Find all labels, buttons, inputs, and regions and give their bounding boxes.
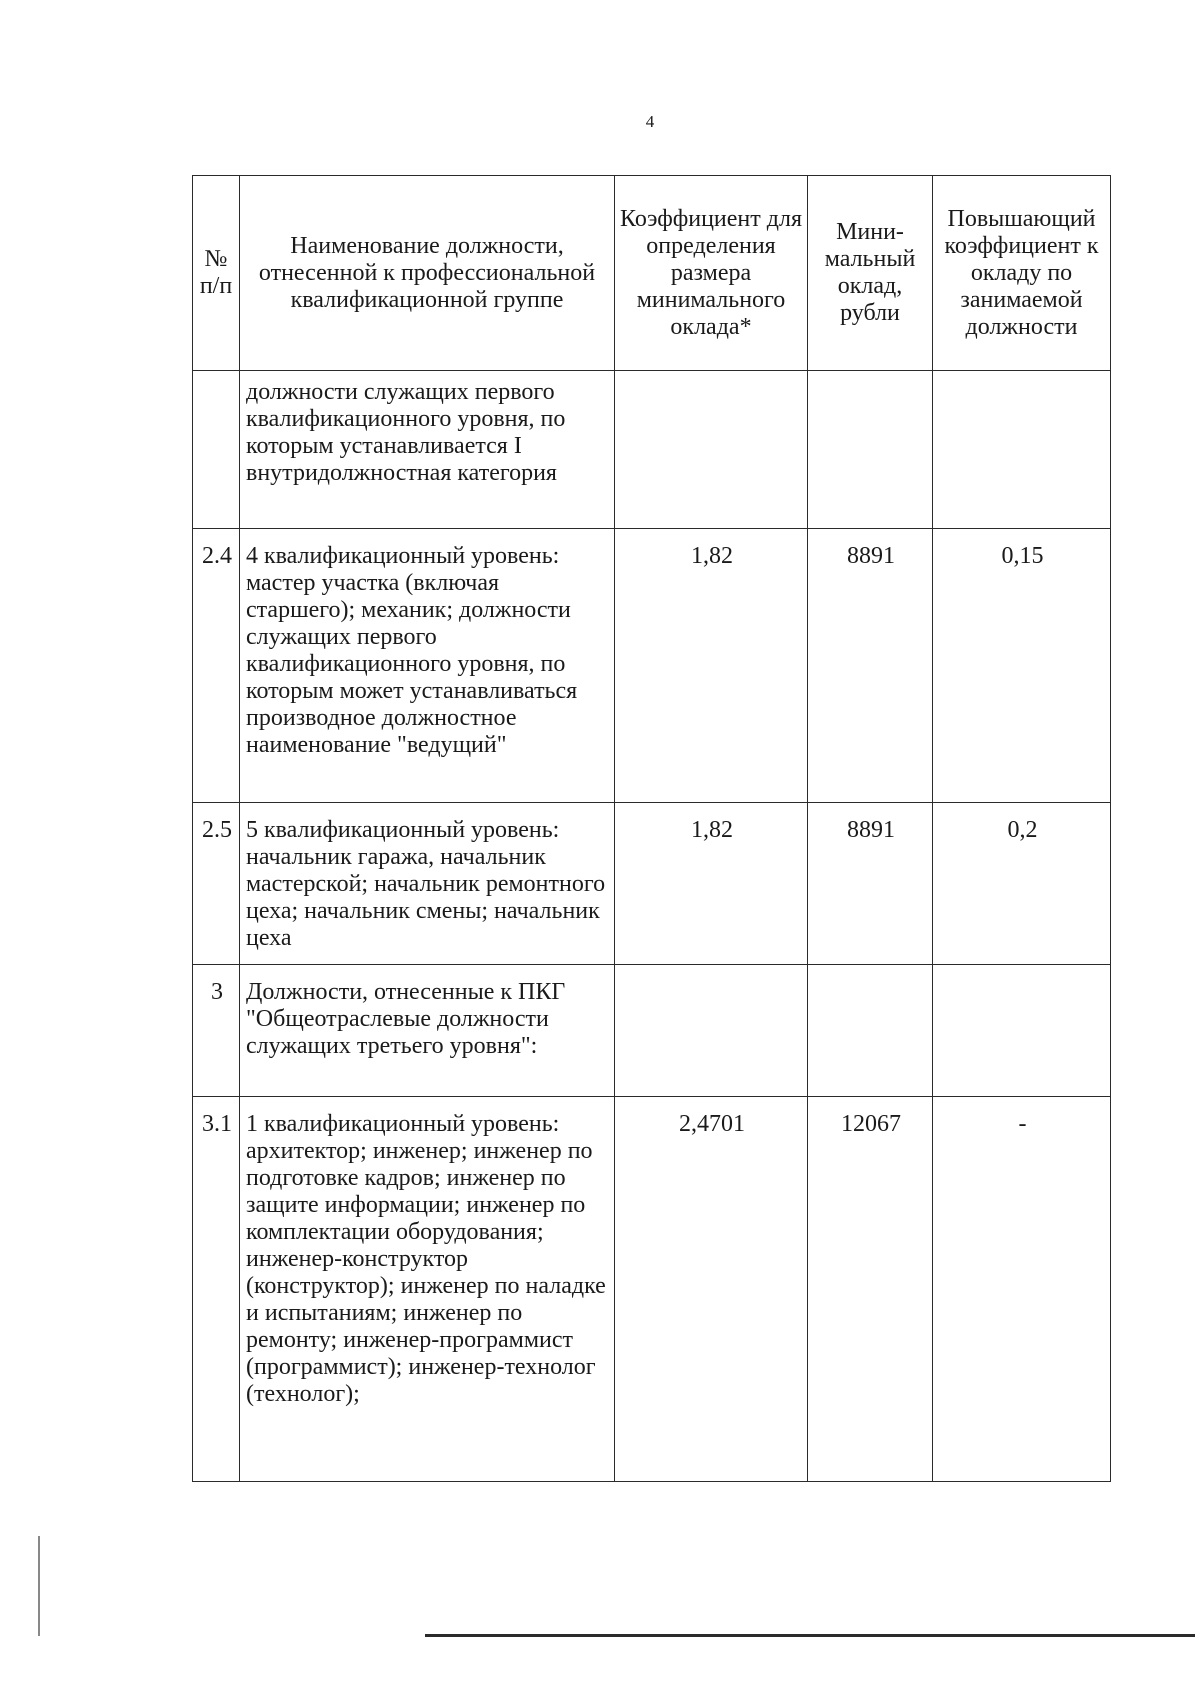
row-number: 2.5 <box>193 803 240 965</box>
row-increase: 0,2 <box>933 803 1111 965</box>
row-min-salary <box>808 965 933 1097</box>
row-coefficient <box>615 965 808 1097</box>
row-position-name: 4 квалификационный уровень: мастер участка (включая старшего); механик; должности служащих первого квалификационного уровня, по которым может устанавливаться производное должностное наименование "ведущий" <box>240 529 615 803</box>
row-position-name: 5 квалификационный уровень: начальник гаража, начальник мастерской; начальник ремонтного цеха; начальник смены; начальник цеха <box>240 803 615 965</box>
table-row <box>193 529 1111 803</box>
row-number <box>193 371 240 529</box>
row-increase <box>933 965 1111 1097</box>
table-row <box>193 1097 1111 1482</box>
row-min-salary: 12067 <box>808 1097 933 1482</box>
table-row <box>193 371 1111 529</box>
table-row <box>193 803 1111 965</box>
header-min-salary: Мини-мальный оклад, рубли <box>808 176 933 371</box>
row-number: 2.4 <box>193 529 240 803</box>
row-coefficient: 1,82 <box>615 529 808 803</box>
header-coefficient: Коэффициент для определения размера минимального оклада* <box>615 176 808 371</box>
row-min-salary: 8891 <box>808 803 933 965</box>
header-position-name: Наименование должности, отнесенной к профессиональной квалификационной группе <box>240 176 615 371</box>
row-number: 3.1 <box>193 1097 240 1482</box>
row-min-salary <box>808 371 933 529</box>
row-increase: 0,15 <box>933 529 1111 803</box>
row-increase <box>933 371 1111 529</box>
row-position-name: должности служащих первого квалификационного уровня, по которым устанавливается I внутридолжностная категория <box>240 371 615 529</box>
row-number: 3 <box>193 965 240 1097</box>
row-coefficient: 2,4701 <box>615 1097 808 1482</box>
row-min-salary: 8891 <box>808 529 933 803</box>
bottom-rule <box>425 1634 1195 1637</box>
scan-artifact-line <box>38 1536 40 1636</box>
row-position-name: Должности, отнесенные к ПКГ "Общеотраслевые должности служащих третьего уровня": <box>240 965 615 1097</box>
row-increase: - <box>933 1097 1111 1482</box>
row-position-name: 1 квалификационный уровень: архитектор; инженер; инженер по подготовке кадров; инженер по защите информации; инженер по комплектации оборудования; инженер-конструктор (конструктор); инженер по наладке и испытаниям; инженер по ремонту; инженер-программист (программист); инженер-технолог (технолог); <box>240 1097 615 1482</box>
header-number: № п/п <box>193 176 240 371</box>
page-number: 4 <box>645 112 655 131</box>
header-increase-coefficient: Повышающий коэффициент к окладу по занимаемой должности <box>933 176 1111 371</box>
table-header-row <box>193 176 1111 371</box>
salary-table <box>192 175 1111 1482</box>
table-row <box>193 965 1111 1097</box>
row-coefficient <box>615 371 808 529</box>
row-coefficient: 1,82 <box>615 803 808 965</box>
